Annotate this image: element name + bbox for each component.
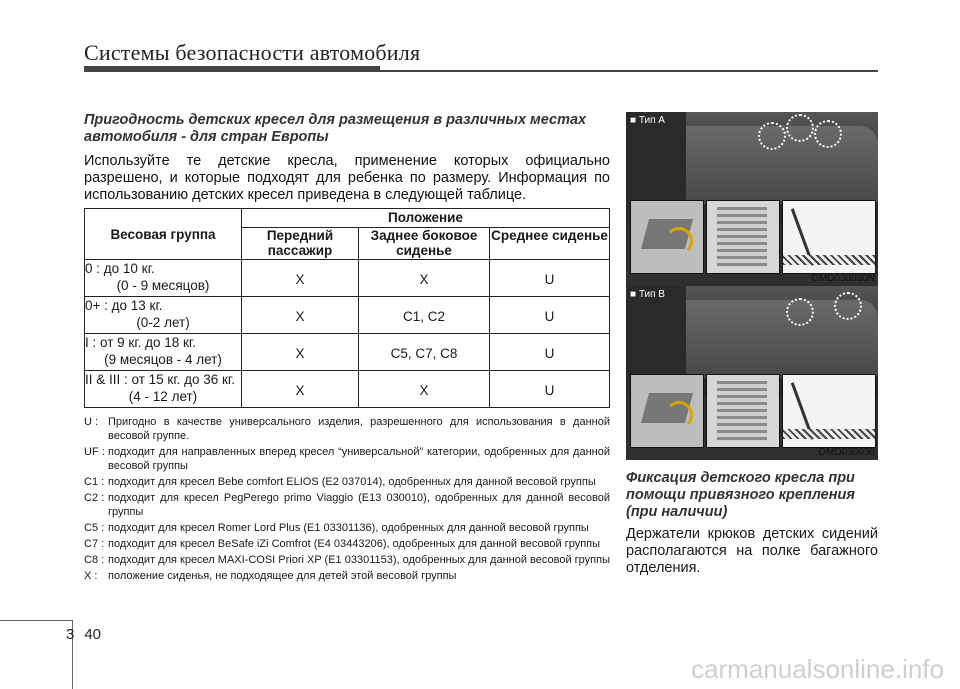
cell-value: U	[544, 309, 555, 324]
page-number-value: 40	[84, 626, 102, 643]
figure-code: OMD030030N	[811, 273, 875, 284]
side-column	[626, 112, 878, 577]
row-group: 0+ : до 13 кг.	[85, 298, 163, 313]
cell-value: X	[295, 346, 305, 361]
table-row	[85, 371, 610, 408]
cell-value: X	[295, 383, 305, 398]
rotate-arrow-icon	[665, 401, 693, 429]
page-number	[66, 626, 101, 643]
note-key: C5 :	[84, 522, 105, 534]
note-text: Пригодно в качестве универсального изделия, разрешенного для использования в данной весовой группе.	[108, 416, 610, 442]
note-text: положение сиденья, не подходящее для детей этой весовой группы	[108, 570, 457, 582]
table-col-center: Среднее сиденье	[490, 228, 610, 260]
note-text: подходит для кресел Romer Lord Plus (E1 03301136), одобренных для данной весовой группы	[108, 522, 589, 534]
figure-type-b	[626, 286, 878, 460]
section-intro: Используйте те детские кресла, применение которых официально разрешено, и которые подходят для ребенка по размеру. Информация по использованию детских кресел приведена в следующей таблице.	[84, 153, 610, 203]
anchor-inset	[706, 374, 780, 448]
note-text: подходит для кресел MAXI-COSI Priori XP (E1 03301153), одобренных для данной весовой группы	[108, 554, 610, 566]
row-group: II & III : от 15 кг. до 36 кг.	[85, 372, 235, 387]
footer-rule	[0, 620, 72, 621]
note-key: C7 :	[84, 538, 105, 550]
cell-value: X	[419, 272, 429, 287]
table-header-group: Весовая группа	[85, 209, 242, 260]
cell-value: C1, C2	[402, 309, 446, 324]
note-text: подходит для кресел PegPerego primo Viaggio (E13 030010), одобренных для данной весовой группы	[108, 492, 610, 518]
table-col-front: Передний пассажир	[242, 228, 359, 260]
cell-value: C5, C7, C8	[390, 346, 458, 361]
cell-value: X	[295, 272, 305, 287]
note-item	[84, 521, 610, 535]
cover-inset	[630, 200, 704, 274]
table-row	[85, 334, 610, 371]
row-group: I : от 9 кг. до 18 кг.	[85, 335, 196, 350]
note-key: C1 :	[84, 476, 105, 488]
cover-inset	[630, 374, 704, 448]
note-item	[84, 537, 610, 551]
table-col-rear-side: Заднее боковое сиденье	[359, 228, 490, 260]
figure-type-a	[626, 112, 878, 286]
note-key: X :	[84, 570, 98, 582]
table-row	[85, 260, 610, 297]
table-row	[85, 297, 610, 334]
cell-value: U	[544, 272, 555, 287]
chapter-number: 3	[66, 626, 75, 643]
section-title: Пригодность детских кресел для размещения в различных местах автомобиля - для стран Европы	[84, 112, 587, 145]
note-key: C8 :	[84, 554, 105, 566]
hook-inset	[782, 374, 876, 448]
row-age: (0-2 лет)	[136, 315, 190, 330]
note-text: подходит для кресел Bebe comfort ELIOS (E2 037014), одобренных для данной весовой группы	[108, 476, 596, 488]
row-group: 0 : до 10 кг.	[85, 261, 155, 276]
note-key: C2 :	[84, 492, 105, 504]
figure-tag: ■ Тип A	[630, 115, 665, 126]
hook-inset	[782, 200, 876, 274]
header-bar-thin	[84, 70, 878, 72]
rotate-arrow-icon	[665, 227, 693, 255]
page-header-title: Системы безопасности автомобиля	[84, 40, 421, 65]
child-seat-table	[84, 208, 610, 408]
row-age: (0 - 9 месяцов)	[116, 278, 210, 293]
row-age: (9 месяцов - 4 лет)	[104, 352, 222, 367]
anchor-highlight-icon	[786, 114, 814, 142]
watermark: carmanualsonline.info	[691, 654, 944, 684]
anchor-inset	[706, 200, 780, 274]
subsection-text: Держатели крюков детских сидений располагаются на полке багажного отделения.	[626, 526, 878, 576]
table-notes	[84, 415, 610, 583]
note-item	[84, 491, 610, 519]
anchor-highlight-icon	[814, 120, 842, 148]
note-item	[84, 445, 610, 473]
note-text: подходит для кресел BeSafe iZi Comfrot (E4 03443206), одобренных для данной весовой группы	[108, 538, 601, 550]
anchor-highlight-icon	[834, 292, 862, 320]
note-item	[84, 475, 610, 489]
note-item	[84, 415, 610, 443]
main-column	[84, 112, 610, 585]
figure-code: OMD030030	[818, 447, 875, 458]
cell-value: U	[544, 346, 555, 361]
note-text: подходит для направленных вперед кресел “универсальной” категории, одобренных для данной весовой группы	[108, 446, 610, 472]
note-key: UF :	[84, 446, 105, 458]
note-item	[84, 553, 610, 567]
table-header-position: Положение	[242, 209, 610, 228]
note-key: U :	[84, 416, 99, 428]
anchor-highlight-icon	[758, 122, 786, 150]
cell-value: X	[295, 309, 305, 324]
anchor-highlight-icon	[786, 298, 814, 326]
row-age: (4 - 12 лет)	[128, 389, 198, 404]
cell-value: X	[419, 383, 429, 398]
figure-tag: ■ Тип B	[630, 289, 665, 300]
subsection-title: Фиксация детского кресла при помощи привязного крепления (при наличии)	[626, 470, 855, 520]
note-item	[84, 569, 610, 583]
cell-value: U	[544, 383, 555, 398]
